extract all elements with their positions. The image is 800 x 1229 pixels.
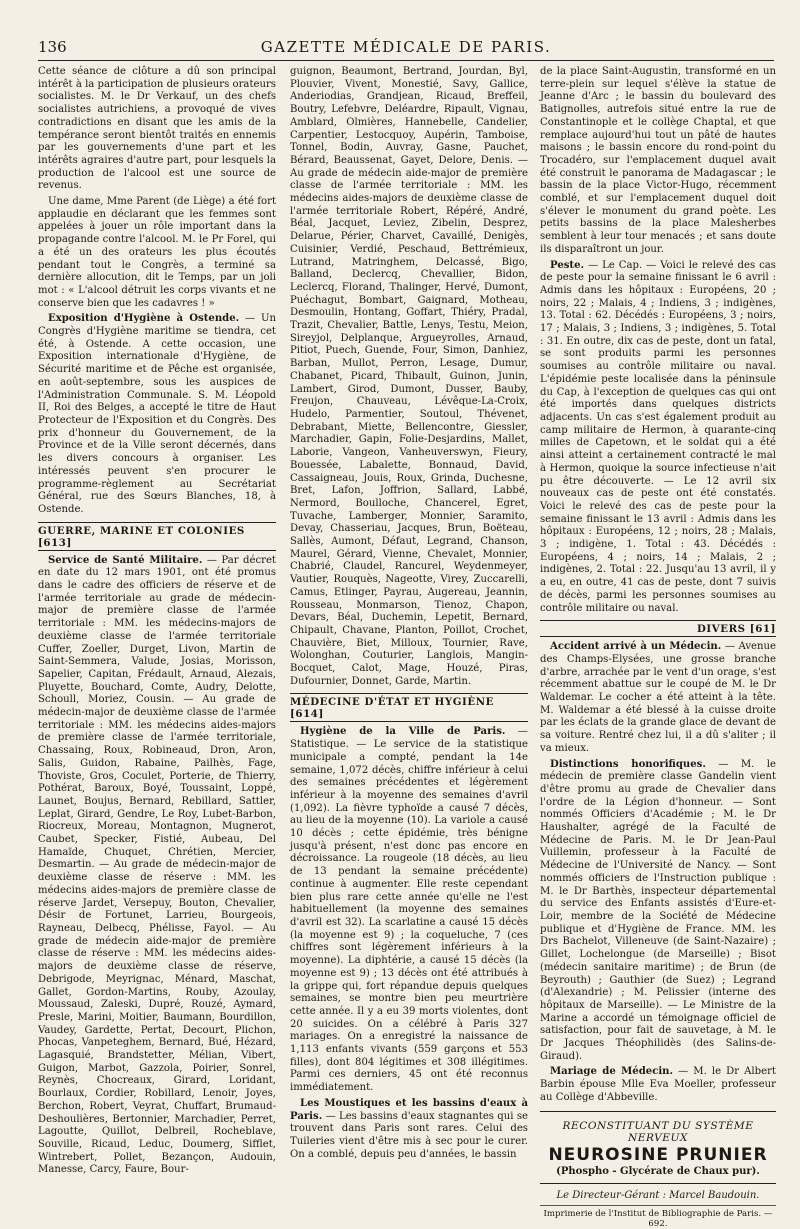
accident-text: — Avenue des Champs-Elysées, une grosse branche d'arbre, arrachée par le vent d'un orage, s'est récemment abattue sur le coupé de M. le Dr Waldemar. Le cocher a été atteint à la tête. M. Waldemar a été blessé à la cuisse droite par les éclats de la grande glace de devant de sa voiture. Rentré chez lui, il a dû s'aliter ; il va mieux. [540,641,776,754]
accident-paragraph [540,641,776,755]
mariage-paragraph [540,1066,776,1104]
advert-tagline: RECONSTITUANT DU SYSTÈME NERVEUX [562,1119,754,1144]
promotions-continued-paragraph: guignon, Beaumont, Bertrand, Jourdan, Byl, Plouvier, Vivent, Monestié, Savy, Gallice, Anderiodias, Grandjean, Ricaud, Breffeil, Boutry, Lefebvre, Deléardre, Ripault, Vignau, Amblard, Olmières, Hannebelle, Candelier, Carpentier, Lestocquoy, Aupérin, Tamboise, Tonnel, Bodin, Auvray, Gasne, Pauchet, Bérard, Beaussenat, Gayet, Delore, Denis. — Au grade de médecin aide-major de première classe de l'armée territoriale : MM. les médecins aides-majors de deuxième classe de l'armée territoriale Robert, Répéré, André, Béal, Jacquet, Leviez, Zibelin, Desprez, Delarue, Périer, Charvet, Cavaillé, Denigès, Cuisinier, Verdié, Peschaud, Bettrémieux, Lutrand, Matringhem, Delcassé, Bigo, Balland, Declercq, Chevallier, Bidon, Leclercq, Florand, Thalinger, Hervé, Dumont, Puéchagut, Bombart, Gaignard, Motheau, Desmoulin, Hontang, Goffart, Thiéry, Pradal, Trazit, Chevalier, Battle, Lenys, Testu, Meion, Sireyjol, Delplanque, Argueyrolles, Arnaud, Pitiot, Puech, Guende, Four, Simon, Danhiez, Barban, Mullot, Perron, Lesage, Dumur, Chabanet, Picard, Thibault, Guinon, Junin, Lambert, Girod, Dumont, Dusser, Bauby, Freujon, Chauveau, Lévêque-La-Croix, Hudelo, Parmentier, Soutoul, Thévenet, Debrabant, Miette, Bellencontre, Giessler, Marchadier, Gapin, Folie-Desjardins, Mallet, Laborie, Vangeon, Vanheuverswyn, Fieury, Bouessée, Labalette, Bonnaud, David, Cassaigneau, Jouis, Roux, Grinda, Duchesne, Bret, Lafon, Joffrion, Sallard, Labbé, Nermord, Boulloche, Chancerel, Egret, Tuvache, Lamberger, Monnier, Saramito, Devay, Chasseriau, Jacques, Brun, Boëteau, Sallès, Aumont, Défaut, Legrand, Chanson, Maurel, Gérard, Vienne, Chevalet, Monnier, Chabrié, Claudel, Rancurel, Weydenmeyer, Vautier, Rouquès, Nageotte, Virey, Zuccarelli, Camus, Etlinger, Payrau, Augereau, Jeannin, Rousseau, Monmarson, Tienoz, Chapon, Devars, Béal, Duchemin, Lepetit, Bernard, Chipault, Chavane, Planton, Poillot, Crochet, Chauvière, Biet, Milloux, Tournier, Rave, Wolonghan, Couturier, Langlois, Mangin-Bocquet, Calot, Mage, Houzé, Piras, Dufournier, Donnet, Garde, Martin. [290,66,528,687]
page-number: 136 [38,38,67,56]
mariage-heading: Mariage de Médecin. [550,1066,674,1078]
page-header [38,34,774,61]
hygiene-paris-paragraph [290,726,528,1094]
service-sante-paragraph [38,555,276,1177]
ostende-heading: Exposition d'Hygiène à Ostende. [48,313,240,325]
section-heading-divers: DIVERS [61] [540,620,776,637]
ostende-text: — Un Congrès d'Hygiène maritime se tiendra, cet été, à Ostende. A cette occasion, une Exposition internationale d'Hygiène, de Sécurité maritime et de Pêche est organisée, en août-septembre, sous les auspices de l'Administration Communale. S. M. Léopold II, Roi des Belges, a accepté le titre de Haut Protecteur de l'Exposition et du Congrès. Des prix d'honneur du Gouvernement, de la Province et de la Ville seront décernés, dans les divers concours à organiser. Les intéressés peuvent s'en procurer le programme-règlement au Secrétariat Général, rue des Sœurs Blanches, 18, à Ostende. [38,313,276,515]
advert-subtitle: (Phospho - Glycérate de Chaux pur). [556,1165,760,1177]
ostende-exposition-paragraph [38,313,276,516]
footer-printer: Imprimerie de l'Institut de Bibliographie de Paris. — 692. [540,1205,776,1229]
peste-text: — Le Cap. — Voici le relevé des cas de peste pour la semaine finissant le 6 avril : Admis dans les hôpitaux : Européens, 20 ; noirs, 22 ; Malais, 4 ; Indiens, 3 ; indigènes, 13. Total : 62. Décédés : Européens, 3 ; noirs, 17 ; Malais, 3 ; Indiens, 3 ; indigènes, 5. Total : 31. En outre, dix cas de peste, dont un fatal, se sont produits parmi les personnes soumises au contrôle militaire ou naval. L'épidémie peste localisée dans la péninsule du Cap, à l'exception de quelques cas qui ont été importés dans quelques districts adjacents. Un cas s'est également produit au camp militaire de Hermon, à quarante-cinq milles de Capetown, et le soldat qui a été ainsi atteint a certainement contracté le mal à Hermon, quoique la source infectieuse n'ait pu être découverte. — Le 12 avril six nouveaux cas de peste ont été constatés. Voici le relevé des cas de peste pour la semaine finissant le 13 avril : Admis dans les hôpitaux : Européens, 12 ; noirs, 28 ; Malais, 3 ; indigène, 1. Total : 43. Décédés : Européens, 4 ; noirs, 14 ; Malais, 2 ; indigènes, 2. Total : 22. Jusqu'au 13 avril, il y a eu, en outre, 41 cas de peste, dont 7 suivis de décès, parmi les personnes soumises au contrôle militaire ou naval. [540,259,776,614]
footer-rule [540,1183,776,1184]
column-middle [290,66,528,1160]
congress-closing-paragraph: Cette séance de clôture a dû son principal intérêt à la participation de plusieurs orateurs socialistes. M. le Dr Verkauf, un des chefs socialistes autrichiens, a provoqué de vives contradictions en disant que les amis de la tempérance seront bientôt traités en ennemis par les gouvernements d'une part et les intérêts agraires d'autre part, pour lesquels la production de l'alcool est une source de revenus. [38,66,276,192]
advert-product-name: NEUROSINE PRUNIER [548,1144,768,1165]
distinctions-paragraph [540,759,776,1064]
section-heading-medecine-etat: MÉDECINE D'ÉTAT ET HYGIÈNE [614] [290,693,528,722]
accident-heading: Accident arrivé à un Médecin. [550,641,722,653]
hygiene-paris-heading: Hygiène de la Ville de Paris. [300,726,506,738]
service-sante-text: — Par décret en date du 12 mars 1901, ont été promus dans le cadre des officiers de réserve et de l'armée territoriale au grade de médecin-major de première classe de l'armée territoriale : MM. les médecins-majors de deuxième classe de l'armée territoriale Cuffer, Zoeller, Durget, Livon, Martin de Saint-Semmera, Valude, Josias, Morisson, Sapelier, Capitan, Frédault, Arnaud, Alezais, Pluyette, Bouchard, Comte, Audry, Delotte, Schoull, Moriez, Cousin. — Au grade de médecin-major de deuxième classe de l'armée territoriale : MM. les médecins aides-majors de première classe de l'armée territoriale, Chassaing, Roux, Robineaud, Dron, Aron, Salis, Guidon, Rabaine, Pailhès, Fage, Thoviste, Gros, Coculet, Porterie, de Thierry, Pothérat, Baroux, Boyé, Toussaint, Loppé, Launet, Boujus, Bernard, Rebillard, Sattler, Leplat, Girard, Gendre, Le Roy, Lubet-Barbon, Riocreux, Moreau, Montagnon, Mugnerot, Caubet, Specker, Fistié, Aubeau, Del Hamaïde, Chuquet, Chrétien, Mercier, Desmartin. — Au grade de médecin-major de deuxième classe de réserve : MM. les médecins aides-majors de première classe de réserve Jardet, Versepuy, Bouton, Chevalier, Désir de Fortunet, Larrieu, Bourgeois, Rayneau, Delbecq, Phélisse, Fayol. — Au grade de médecin aide-major de première classe de réserve : MM. les médecins aides-majors de deuxième classe de réserve, Debrigode, Meyrignac, Ménard, Maschat, Gallet, Gordon-Martins, Rouby, Azoulay, Moussaud, Zaleski, Dupré, Rouzé, Aymard, Presle, Marini, Moitier, Baumann, Bourdillon, Vaudey, Gardette, Pertat, Decourt, Plichon, Phocas, Vanpeteghem, Bernard, Bué, Hézard, Lagasquié, Brandstetter, Mélian, Vibert, Guigon, Marbot, Gazzola, Poirier, Sonrel, Reynès, Chocreaux, Girard, Loridant, Bourlaux, Cordier, Robillard, Lenoir, Joyes, Berchon, Robert, Veyrat, Chuffart, Brumaud-Deshoulières, Bertonnier, Marchadier, Perret, Lagoutte, Quillot, Delbreil, Rocheblave, Souville, Ricaud, Leduc, Doumerg, Sifflet, Wintrebert, Pollet, Bezançon, Audouin, Manesse, Carcy, Faure, Bour- [38,554,276,1176]
peste-paragraph [540,260,776,616]
bassins-continued-paragraph: de la place Saint-Augustin, transformé en un terre-plein sur lequel s'élève la statue de Jeanne d'Arc ; le bassin du boulevard des Batignolles, autrefois situé entre la rue de Constantinople et le collège Chaptal, et que remplace aujourd'hui tout un pâté de hautes maisons ; le bassin encore du rond-point du Trocadéro, sur l'emplacement duquel avait été construit le panorama de Madagascar ; le bassin de la place Victor-Hugo, récemment comblé, et sur l'emplacement duquel doit s'élever le monument du grand poète. Les petits bassins de la place Malesherbes semblent à leur tour menacés ; et sans doute ils disparaîtront un jour. [540,66,776,255]
moustiques-paragraph [290,1098,528,1162]
ad-top-rule [540,1111,776,1112]
section-heading-guerre-marine: GUERRE, MARINE ET COLONIES [613] [38,522,276,551]
footer-editor: Le Directeur-Gérant : Marcel Baudouin. [556,1189,760,1201]
moustiques-heading: Les Moustiques et les bassins d'eaux à Paris. [290,1097,528,1122]
service-sante-heading: Service de Santé Militaire. [48,554,203,566]
moustiques-text: — Les bassins d'eaux stagnantes qui se trouvent dans Paris sont rares. Celui des Tuileries vient d'être mis à sec pour le curer. On a comblé, depuis peu d'années, le bassin [290,1110,528,1160]
column-left [38,66,276,1176]
peste-heading: Peste. [550,259,585,271]
distinctions-text: — M. le médecin de première classe Gandelin vient d'être promu au grade de Chevalier dans l'ordre de la Légion d'honneur. — Sont nommés Officiers d'Académie ; M. le Dr Haushalter, agrégé de la Faculté de Médecine de Paris. M. le Dr Jean-Paul Vuillemin, professeur à la Faculté de Médecine de l'Université de Nancy. — Sont nommés officiers de l'Instruction publique : M. le Dr Barthès, inspecteur départemental du service des Enfants assistés d'Eure-et-Loir, membre de la Société de Médecine publique et d'Hygiène de France. MM. les Drs Bachelot, Villeneuve (de Saint-Nazaire) ; Gillet, Lochelongue (de Marseille) ; Bisot (médecin sanitaire maritime) ; de Brun (de Beyrouth) ; Gauthier (de Suez) ; Legrand (d'Alexandrie) ; M. Pelissier (interne des hôpitaux de Marseille). — Le Ministre de la Marine a accordé un témoignage officiel de satisfaction, pour fait de sauvetage, à M. le Dr Jacques Théophilidès (des Salins-de-Giraud). [540,758,776,1062]
distinctions-heading: Distinctions honorifiques. [550,758,706,770]
mariage-text: — M. le Dr Albert Barbin épouse Mlle Eva Moeller, professeur au Collège d'Abbeville. [540,1066,776,1103]
mme-parent-paragraph: Une dame, Mme Parent (de Liège) a été fort applaudie en déclarant que les femmes sont appelées à jouer un rôle important dans la propagande contre l'alcool. M. le Pr Forel, qui a été un des orateurs les plus écoutés pendant tout le Congrès, a terminé sa dernière allocution, dit le Temps, par un joli mot : « L'alcool détruit les corps vivants et ne conserve bien que les cadavres ! » [38,196,276,309]
hygiene-paris-text: — Statistique. — Le service de la statistique municipale a compté, pendant la 14e semaine, 1,072 décès, chiffre inférieur à celui des semaines précédentes et légèrement inférieur à la moyenne des semaines d'avril (1,092). La fièvre typhoïde a causé 7 décès, au lieu de la moyenne (10). La variole a causé 10 décès ; cette épidémie, très bénigne jusqu'à présent, n'est donc pas encore en décroissance. La rougeole (18 décès, au lieu de 13 pendant la semaine précédente) continue à augmenter. Elle reste cependant bien plus rare cette année qu'elle ne l'est habituellement (la moyenne des semaines d'avril est 32). La scarlatine a causé 15 décès (la moyenne est 9) ; la coqueluche, 7 (ces chiffres sont légèrement inférieurs à la moyenne). La diphtérie, a causé 15 décès (la moyenne est 9) ; 13 décès ont été attribués à la grippe qui, fort répandue depuis quelques semaines, se montre bien peu meurtrière cette année. Il y a eu 39 morts violentes, dont 20 suicides. On a célébré à Paris 327 mariages. On a enregistré la naissance de 1,113 enfants vivants (559 garçons et 553 filles), dont 804 légitimes et 308 illégitimes. Parmi ces derniers, 45 ont été reconnus immédiatement. [290,726,528,1094]
journal-title: GAZETTE MÉDICALE DE PARIS. [260,38,552,56]
column-right [540,66,776,1229]
